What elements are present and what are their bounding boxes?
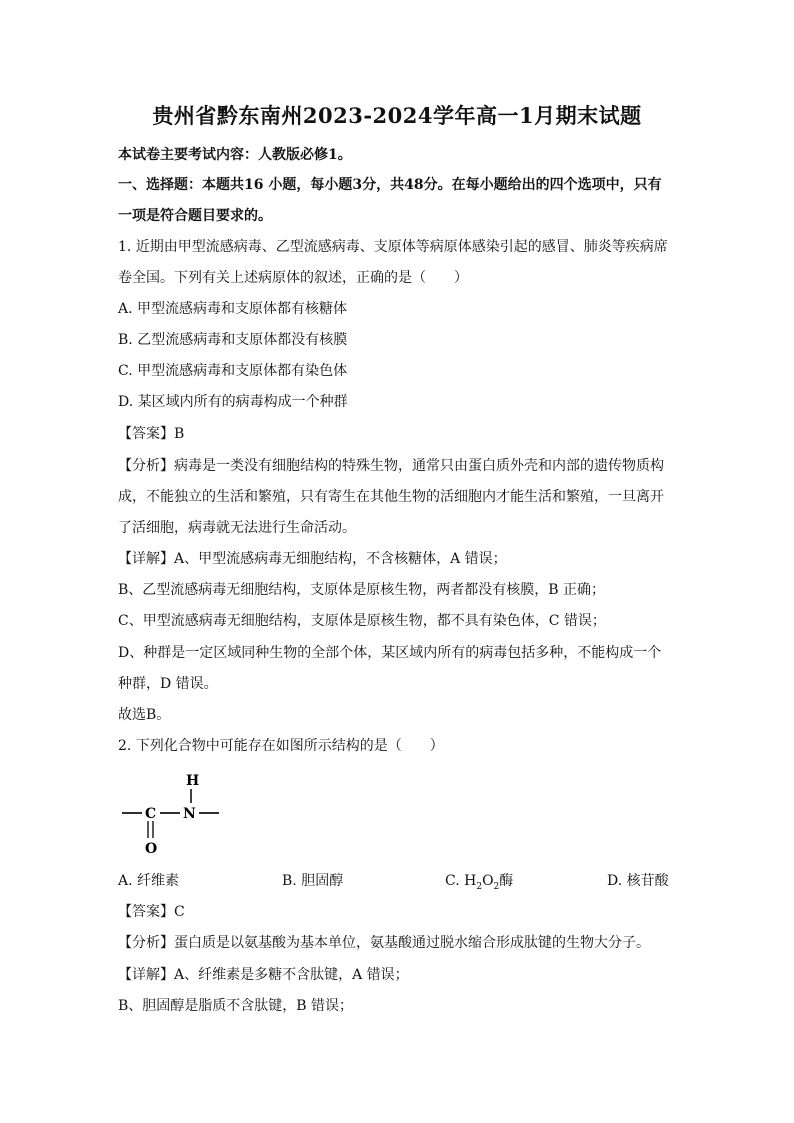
q2-option-a: A. 纤维素 <box>118 873 180 889</box>
q2-option-c <box>445 871 513 891</box>
q1-option-a: A. 甲型流感病毒和支原体都有核糖体 <box>118 301 348 317</box>
q1-detail-line2: B、乙型流感病毒无细胞结构，支原体是原核生物，两者都没有核膜，B 正确； <box>118 582 606 598</box>
q1-option-d: D. 某区域内所有的病毒构成一个种群 <box>118 394 348 410</box>
section-heading-line1: 一、选择题：本题共16 小题，每小题3分，共48分。在每小题给出的四个选项中，只有 <box>118 177 662 193</box>
q2-option-c-sub1: 2 <box>476 881 483 892</box>
q2-detail-line1: 【详解】A、纤维素是多糖不含肽键，A 错误； <box>118 967 409 983</box>
q1-option-b: B. 乙型流感病毒和支原体都没有核膜 <box>118 332 348 348</box>
q2-option-c-sub2: 2 <box>493 881 500 892</box>
exam-scope: 本试卷主要考试内容：人教版必修1。 <box>118 147 352 163</box>
q1-analysis-line1: 【分析】病毒是一类没有细胞结构的特殊生物，通常只由蛋白质外壳和内部的遗传物质构 <box>118 458 664 474</box>
formula-atom-c: C <box>145 806 157 822</box>
q1-option-c: C. 甲型流感病毒和支原体都有染色体 <box>118 363 348 379</box>
q2-option-b: B. 胆固醇 <box>282 873 344 889</box>
q2-option-d: D. 核苷酸 <box>607 873 669 889</box>
q1-conclusion: 故选B。 <box>118 707 171 723</box>
q1-analysis-line2: 成，不能独立的生活和繁殖，只有寄生在其他生物的活细胞内才能生活和繁殖，一旦离开 <box>118 489 664 505</box>
formula-atom-o: O <box>145 841 158 857</box>
q1-detail-line3: C、甲型流感病毒无细胞结构，支原体是原核生物，都不具有染色体，C 错误； <box>118 613 606 629</box>
q1-analysis-line3: 了活细胞，病毒就无法进行生命活动。 <box>118 520 356 536</box>
section-heading-line2: 一项是符合题目要求的。 <box>118 208 272 224</box>
q1-answer: 【答案】B <box>118 426 185 442</box>
q1-detail-line5: 种群，D 错误。 <box>118 676 218 692</box>
page-title: 贵州省黔东南州2023-2024学年高一1月期末试题 <box>152 103 642 128</box>
q2-option-c-prefix: C. H <box>445 873 477 889</box>
peptide-bond-structure <box>118 765 238 860</box>
q2-stem: 2. 下列化合物中可能存在如图所示结构的是（ ） <box>118 738 444 754</box>
q2-option-c-suffix: 酶 <box>499 873 514 889</box>
q2-option-c-mid: O <box>482 873 494 889</box>
q1-detail-line4: D、种群是一定区域同种生物的全部个体，某区域内所有的病毒包括多种，不能构成一个 <box>118 645 662 661</box>
formula-atom-n: N <box>183 806 196 822</box>
q1-detail-line1: 【详解】A、甲型流感病毒无细胞结构，不含核糖体，A 错误； <box>118 551 507 567</box>
q2-answer: 【答案】C <box>118 904 185 920</box>
q2-analysis: 【分析】蛋白质是以氨基酸为基本单位，氨基酸通过脱水缩合形成肽键的生物大分子。 <box>118 935 650 951</box>
q2-detail-line2: B、胆固醇是脂质不含肽键，B 错误； <box>118 998 354 1014</box>
q1-stem-line2: 卷全国。下列有关上述病原体的叙述，正确的是（ ） <box>118 270 468 286</box>
formula-atom-h: H <box>186 773 200 789</box>
q1-stem-line1: 1. 近期由甲型流感病毒、乙型流感病毒、支原体等病原体感染引起的感冒、肺炎等疾病席 <box>118 239 668 255</box>
